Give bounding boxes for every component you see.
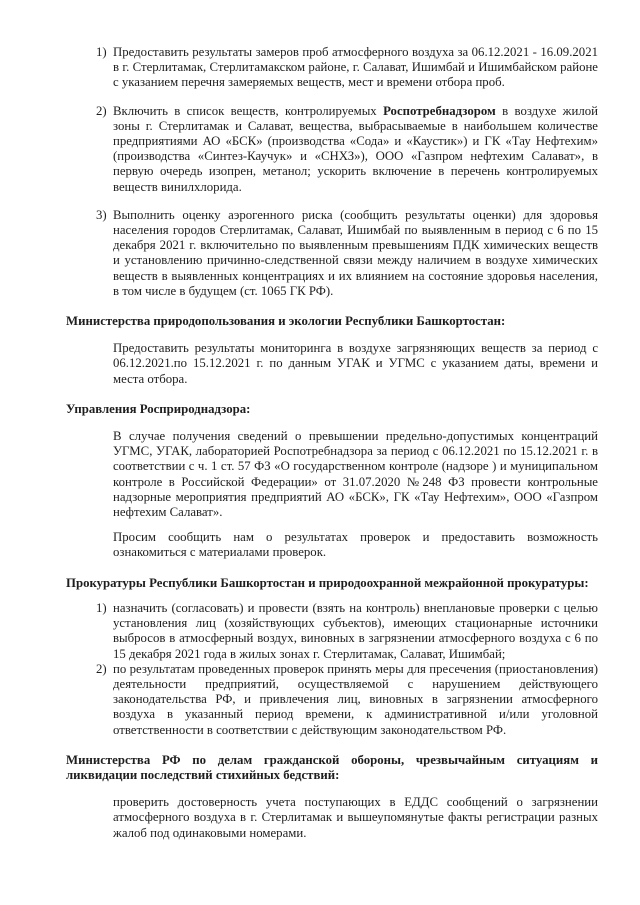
para-prosim: Просим сообщить нам о результатах проверок и предоставить возможность ознакомиться с материалами проверок.	[113, 530, 598, 560]
list-item-3	[66, 208, 598, 299]
bold-term: Роспотребнадзором	[383, 103, 496, 118]
heading-minprirody: Министерства природопользования и экологии Республики Башкортостан:	[66, 314, 506, 329]
list-item-text-segment: Включить в список веществ, контролируемых	[113, 103, 384, 118]
list-item-2	[66, 104, 598, 195]
heading-prokuratura: Прокуратуры Республики Башкортостан и природоохранной межрайонной прокуратуры:	[66, 575, 589, 590]
heading-rosprirodnadzor: Управления Росприроднадзора:	[66, 401, 251, 416]
para-mchs: проверить достоверность учета поступающих в ЕДДС сообщений о загрязнении атмосферного воздуха в г. Стерлитамак и вышеупомянутые факты регистрации разных жалоб под одинаковыми номерами.	[113, 795, 598, 840]
list-item-text: назначить (согласовать) и провести (взять на контроль) внеплановые проверки с целью установления лиц (хозяйствующих субъектов), имеющих стационарные источники выбросов в атмосферный воздух, виновных в загрязнении атмосферного воздуха с 6 по 15 декабря 2021 года в жилых зонах г. Стерлитамак, Салават, Ишимбай;	[113, 600, 598, 661]
top-numbered-list	[66, 45, 598, 299]
list-marker: 1)	[96, 600, 107, 615]
list-item-text	[113, 104, 598, 194]
list-marker: 1)	[96, 45, 107, 59]
list-marker: 3)	[96, 207, 107, 222]
list-item-1	[66, 45, 598, 91]
list-marker: 2)	[96, 661, 107, 676]
list-item-text: Выполнить оценку аэрогенного риска (сообщить результаты оценки) для здоровья населения городов Стерлитамак, Салават, Ишимбай по выявленным в период с 6 по 15 декабря 2021 г. включительно по выявленным превышениям ПДК химических веществ и установлению причинно-следственной связи между наличием в воздухе химических веществ в выявленных концентрациях и их влиянием на состояние здоровья населения, в том числе в будущем (ст. 1065 ГК РФ).	[113, 207, 598, 298]
list-marker: 2)	[96, 103, 107, 118]
heading-mchs: Министерства РФ по делам гражданской обороны, чрезвычайным ситуациям и ликвидации последствий стихийных бедствий:	[66, 752, 598, 782]
prokuratura-numbered-list	[66, 601, 598, 738]
para-rosprirodnadzor: В случае получения сведений о превышении предельно-допустимых концентраций УГМС, УГАК, лабораторией Роспотребнадзора за период с 06.12.2021 по 15.12.2021 г. в соответствии с ч. 1 ст. 57 ФЗ «О государственном контроле (надзоре ) и муниципальном контроле в Российской Федерации» от 31.07.2020 №248 ФЗ провести контрольные надзорные мероприятия предприятий АО «БСК», ГК «Тау Нефтехим», ООО «Газпром нефтехим Салават».	[113, 429, 598, 520]
list-item-1	[66, 601, 598, 662]
list-item-text: по результатам проведенных проверок принять меры для пресечения (приостановления) деятельности предприятий, осуществляемой с нарушением действующего законодательства РФ, и привлечения лиц, виновных в загрязнении атмосферного воздуха в указанный период времени, к административной и/или уголовной ответственности в соответствии с действующим законодательством РФ.	[113, 661, 598, 737]
list-item-text-segment: в воздухе жилой зоны г. Стерлитамак и Салават, вещества, выбрасываемые в наибольшем количестве предприятиями АО «БСК» (производства «Сода» и «Каустик») и ГК «Тау Нефтехим» (производства «Синтез-Каучук» и «СНХЗ»), ООО «Газпром нефтехим Салават», в первую очередь изопрен, метанол; ускорить включение в перечень контролируемых веществ винилхлорида.	[113, 103, 599, 194]
list-item-text: Предоставить результаты замеров проб атмосферного воздуха за 06.12.2021 - 16.09.2021 в г. Стерлитамак, Стерлитамакском районе, г. Салават, Ишимбай и Ишимбайском районе с указанием перечня замеряемых веществ, мест и времени отбора проб.	[113, 45, 598, 90]
para-minprirody: Предоставить результаты мониторинга в воздухе загрязняющих веществ за период с 06.12.2021.по 15.12.2021 г. по данным УГАК и УГМС с указанием даты, времени и места отбора.	[113, 341, 598, 386]
list-item-2	[66, 662, 598, 738]
